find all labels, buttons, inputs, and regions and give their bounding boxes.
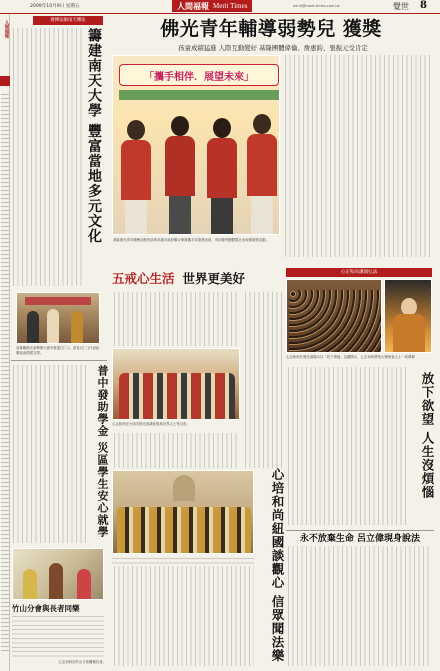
- right-photo-caption: 心定和尚在佛光道場內以「放下煩惱」為題開示，心定和尚帶領大眾與會人士一同禪修: [286, 355, 415, 359]
- masthead: [0, 0, 440, 14]
- precepts-photo-caption: 心定和尚在台南市佛光會講座後與各界人士等合影。: [112, 422, 190, 426]
- bottom-left-person-1: [23, 569, 37, 599]
- precepts-photo: [112, 348, 240, 420]
- left-headline: 籌建南天大學 豐富當地多元文化: [86, 28, 102, 244]
- precepts-headline-black: 世界更美好: [182, 271, 246, 286]
- school-body-text: [11, 365, 86, 543]
- person-4: [245, 114, 279, 235]
- person-4-body: [247, 134, 277, 196]
- left-tag: 發揮法師南天傳法: [33, 16, 103, 25]
- page-date: 2009年10月9日 星期五: [30, 4, 80, 9]
- person-3-head: [213, 118, 231, 138]
- person-4-legs: [251, 196, 273, 235]
- logo-english: Merit Times: [213, 2, 248, 10]
- audience-rows: [289, 290, 381, 352]
- right-body-text: [286, 367, 408, 525]
- left-photo-person-3: [71, 311, 83, 343]
- person-1: [119, 120, 153, 235]
- temple-photo: [112, 470, 254, 554]
- logo-chinese: 人間福報: [177, 0, 209, 11]
- person-1-legs: [125, 200, 147, 235]
- left-photo-person-1: [27, 311, 39, 343]
- main-body-text: [283, 55, 433, 257]
- person-3-legs: [211, 198, 233, 235]
- main-banner-text: 「攜手相伴．展望未來」: [144, 71, 254, 83]
- bottom-left-body: [12, 614, 104, 658]
- bottom-left-person-2: [49, 563, 63, 599]
- precepts-photo-group: [119, 373, 235, 419]
- precepts-headline: [112, 268, 284, 288]
- bottom-left-person-3: [77, 569, 91, 599]
- precepts-body-right: [243, 292, 284, 468]
- main-photo-banner: [119, 64, 279, 86]
- page-number: 8: [420, 0, 427, 11]
- person-2-legs: [169, 196, 191, 235]
- right-bottom-headline: 永不放棄生命 呂立偉現身說法: [286, 530, 434, 545]
- feature-body-text: [112, 566, 254, 666]
- left-edge-text: [1, 94, 9, 654]
- precepts-body-lower: [112, 433, 240, 468]
- main-subheadline: 孩童成績猛進 人際互動變好 基隆團體偉倫、詹惠鈞、張振元受肯定: [178, 44, 368, 52]
- right-bottom-body: [286, 546, 432, 666]
- left-photo-person-2: [47, 309, 59, 343]
- person-2: [163, 116, 197, 235]
- left-photo-caption: 高雄縣佛光會舉辦大覺寺重建(左二)、會長(左三)代表致贈協會捐贈支票。: [16, 346, 100, 355]
- header-url: mind@merit-times.com.tw: [293, 4, 340, 8]
- left-edge-bar: [0, 76, 10, 86]
- bottom-left-headline: 竹山分會與長者同樂: [12, 604, 80, 613]
- bottom-left-caption: 心定和尚到竹山分會關懷長者。: [58, 660, 106, 664]
- left-column: [11, 16, 103, 290]
- left-edge-stripe: [0, 14, 10, 671]
- main-photo-subbanner: [119, 90, 279, 100]
- person-2-body: [165, 136, 195, 196]
- person-2-head: [171, 116, 189, 136]
- left-edge-label: 人間福報: [4, 20, 9, 38]
- left-body-text: [11, 28, 83, 286]
- temple-photo-group: [117, 507, 251, 553]
- person-3: [205, 118, 239, 235]
- school-article: [11, 360, 107, 546]
- person-4-head: [253, 114, 271, 134]
- person-1-head: [127, 120, 145, 140]
- left-photo: [16, 292, 100, 344]
- precepts-body-left: [112, 292, 240, 346]
- bottom-left-photo: [12, 548, 104, 600]
- person-1-body: [121, 140, 151, 200]
- right-photo-audience: [286, 279, 382, 353]
- right-vertical-headline: 放下欲望 人生沒煩惱: [420, 372, 435, 499]
- monk-robe: [393, 314, 425, 353]
- masthead-logo[interactable]: [172, 0, 252, 12]
- right-photo-monk: [384, 279, 432, 353]
- main-photo: [112, 55, 280, 235]
- main-photo-caption: 基隆佛光青年團參加教育部與高雄市政府聯合舉辦攜手成果發表會，得到優秀團體暨社會表揚頒獎活動。: [113, 238, 269, 242]
- main-headline: 佛光青年輔導弱勢兒 獲獎: [160, 18, 382, 40]
- person-3-body: [207, 138, 237, 198]
- right-section-tag: 心定和尚講演弘法: [286, 268, 432, 277]
- temple-photo-statue: [173, 475, 195, 501]
- school-headline: 普中發助學金 災區學生安心就學: [96, 365, 109, 538]
- precepts-headline-red: 五戒心生活: [112, 271, 175, 286]
- left-photo-banner: [25, 297, 91, 305]
- temple-photo-caption: [112, 556, 254, 564]
- section-name: 覺世: [393, 2, 409, 11]
- feature-vertical-headline: 心培和尚紐國談觀心 信眾聞法樂: [270, 468, 285, 663]
